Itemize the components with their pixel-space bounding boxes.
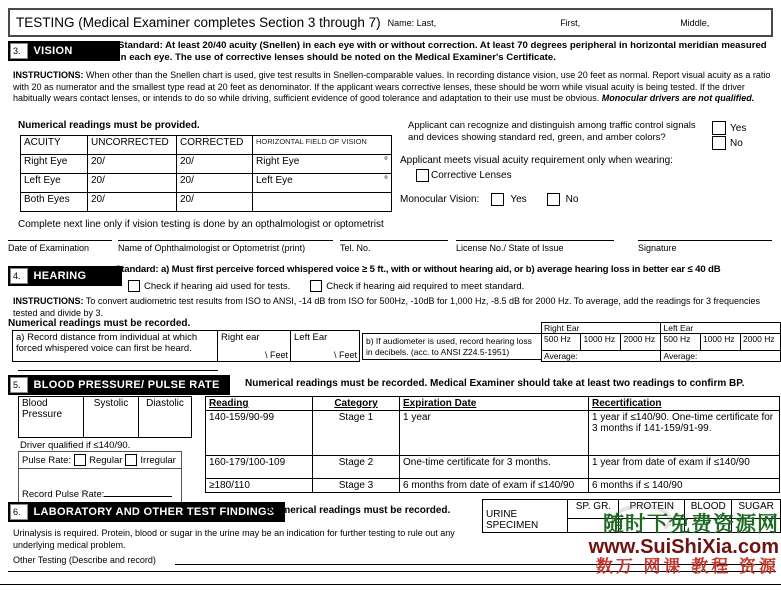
table-row (21, 174, 392, 193)
hearing-numerical-note: Numerical readings must be recorded. (8, 318, 191, 329)
degree-symbol: ° (384, 175, 388, 186)
left-eye-corrected-cell[interactable]: 20/ (177, 174, 253, 193)
stage1-expiration: 1 year (400, 411, 589, 456)
right-ear-label: Right ear (221, 332, 260, 343)
right-500hz-cell[interactable]: 500 Hz (542, 334, 581, 351)
license-no-field[interactable] (456, 240, 614, 253)
bp-numerical-note: Numerical readings must be recorded. Medical Examiner should take at least two readings to confirm BP. (245, 378, 745, 389)
stage3-category: Stage 3 (313, 479, 400, 493)
corrective-lenses-row (416, 169, 512, 182)
sp-gr-header: SP. GR. (568, 500, 619, 519)
stage3-expiration: 6 months from date of exam if ≤140/90 (400, 479, 589, 493)
section-lab-title: LABORATORY AND OTHER TEST FINDINGS (33, 506, 275, 518)
vision-instructions (13, 70, 771, 105)
hearing-aid-used-checkbox[interactable] (128, 280, 140, 292)
both-eyes-uncorrected-cell[interactable]: 20/ (88, 193, 177, 212)
vision-standard-text: Standard: At least 20/40 acuity (Snellen) in each eye with or without correction. At least 70 degrees peripheral in horizontal meridian measured in each eye. The use of corrective lenses should be noted on the Medical Examiner's Certificate. (118, 40, 767, 63)
whisper-fill-line[interactable] (18, 370, 218, 371)
field-of-vision-header: HORIZONTAL FIELD OF VISION (253, 136, 392, 155)
traffic-yes-label: Yes (730, 122, 747, 134)
name-first-label: First, (560, 17, 581, 28)
signature-field[interactable] (638, 240, 772, 253)
vision-instructions-label: INSTRUCTIONS: (13, 70, 84, 80)
hearing-instructions (13, 296, 770, 319)
lab-numerical-note: Numerical readings must be recorded. (268, 505, 451, 516)
form-title-bar (8, 8, 773, 37)
corrective-lenses-label: Corrective Lenses (431, 170, 512, 181)
date-of-examination-label: Date of Examination (8, 243, 90, 253)
pulse-irregular-label: Irregular (140, 454, 176, 466)
section-6-number: 6. (10, 504, 28, 520)
traffic-signal-question: Applicant can recognize and distinguish among traffic control signals and devices showing standard red, green, and amber colors? (408, 120, 696, 144)
recertification-header: Recertification (589, 397, 780, 411)
table-row (206, 397, 780, 411)
right-1000hz-cell[interactable]: 1000 Hz (581, 334, 621, 351)
acuity-requirement-text: Applicant meets visual acuity requirement only when wearing: (400, 155, 673, 166)
name-middle-label: Middle, (680, 17, 710, 28)
uncorrected-header: UNCORRECTED (88, 136, 177, 155)
table-row (21, 193, 392, 212)
urine-specimen-label: URINE SPECIMEN (483, 500, 568, 533)
table-row (206, 456, 780, 479)
left-eye-label: Left Eye (21, 174, 88, 193)
blood-header: BLOOD (685, 500, 732, 519)
stage2-reading: 160-179/100-109 (206, 456, 313, 479)
watermark-line3: 数万 网课 教程 资源 (595, 557, 779, 577)
right-eye-label: Right Eye (21, 155, 88, 174)
table-row (542, 334, 781, 351)
section-5-number: 5. (10, 377, 28, 393)
pulse-regular-checkbox[interactable] (74, 454, 86, 466)
tel-no-field[interactable] (340, 240, 448, 253)
right-eye-corrected-cell[interactable]: 20/ (177, 155, 253, 174)
pulse-rate-box (18, 451, 182, 504)
corrective-lenses-checkbox[interactable] (416, 169, 429, 182)
left-500hz-cell[interactable]: 500 Hz (661, 334, 700, 351)
stage1-reading: 140-159/90-99 (206, 411, 313, 456)
tel-no-label: Tel. No. (340, 243, 371, 253)
bp-stage-table (205, 396, 780, 493)
both-eyes-field-cell[interactable] (253, 193, 392, 212)
category-header: Category (313, 397, 400, 411)
corrected-header: CORRECTED (177, 136, 253, 155)
bp-label-cell: Blood Pressure (19, 397, 84, 438)
hearing-aid-used-label: Check if hearing aid used for tests. (144, 280, 291, 292)
systolic-cell[interactable]: Systolic (84, 397, 139, 438)
page-bottom-line (0, 584, 781, 585)
section-vision-title: VISION (33, 45, 73, 57)
section-bp-title: BLOOD PRESSURE/ PULSE RATE (33, 379, 220, 391)
vision-acuity-table (20, 135, 392, 212)
record-pulse-line[interactable] (104, 487, 172, 497)
table-row (542, 323, 781, 334)
stage2-recertification: 1 year from date of exam if ≤140/90 (589, 456, 780, 479)
watermark-line2: www.SuiShiXia.com (588, 535, 779, 558)
diastolic-cell[interactable]: Diastolic (139, 397, 192, 438)
whisper-voice-label: a) Record distance from individual at which forced whispered voice can first be heard. (13, 331, 218, 362)
left-1000hz-cell[interactable]: 1000 Hz (700, 334, 740, 351)
hearing-instructions-label: INSTRUCTIONS: (13, 296, 84, 306)
date-of-examination-field[interactable] (8, 240, 112, 253)
left-2000hz-cell[interactable]: 2000 Hz (740, 334, 780, 351)
audiometer-table (541, 322, 781, 362)
stage1-recertification: 1 year if ≤140/90. One-time certificate for 3 months if 141-159/91-99. (589, 411, 780, 456)
right-ear-feet-label: \ Feet (264, 350, 288, 360)
section-hearing-title: HEARING (33, 270, 87, 282)
name-last-label: Name: Last, (387, 17, 437, 28)
monocular-no-checkbox[interactable] (547, 193, 560, 206)
vision-complete-note: Complete next line only if vision testing is done by an opthalmologist or optometrist (18, 219, 384, 230)
stage1-category: Stage 1 (313, 411, 400, 456)
left-ear-label: Left Ear (294, 332, 328, 343)
hearing-standard-text: Standard: a) Must first perceive forced whispered voice ≥ 5 ft., with or without hearing aid, or b) average hearing loss in better ear ≤ 40 dB (115, 264, 721, 275)
hearing-instructions-text: To convert audiometric test results from ISO to ANSI, -14 dB from ISO for 500Hz, -10dB for 1,000 Hz, -8.5 dB for 2000 Hz. To average, add the readings for 3 frequencies tested and divide by 3. (13, 296, 761, 318)
section-3-number: 3. (10, 43, 28, 59)
protein-header: PROTEIN (619, 500, 685, 519)
right-eye-field-cell[interactable] (253, 155, 392, 174)
left-eye-uncorrected-cell[interactable]: 20/ (88, 174, 177, 193)
left-ear-feet-label: \ Feet (333, 350, 357, 360)
urinalysis-text: Urinalysis is required. Protein, blood or sugar in the urine may be an indication for further testing to rule out any underlying medical problem. (13, 528, 455, 550)
table-row (206, 479, 780, 493)
audio-right-ear-header: Right Ear (542, 323, 661, 334)
whisper-voice-table (12, 330, 360, 362)
section-hearing-bar (8, 266, 122, 286)
pulse-regular-label: Regular (89, 454, 123, 466)
table-row (542, 351, 781, 362)
watermark (589, 514, 779, 577)
table-row (206, 411, 780, 456)
section-vision-bar (8, 41, 120, 61)
hearing-aid-required-label: Check if hearing aid required to meet standard. (326, 280, 525, 292)
degree-symbol: ° (384, 156, 388, 167)
monocular-no-label: No (565, 194, 579, 205)
right-ear-feet-cell[interactable] (218, 331, 291, 362)
bp-readings-table (18, 396, 192, 438)
traffic-no-label: No (730, 137, 743, 149)
right-ear-average-cell[interactable]: Average: (542, 351, 661, 362)
ophthalmologist-name-label: Name of Ophthalmologist or Optometrist (print) (118, 243, 306, 253)
stage2-expiration: One-time certificate for 3 months. (400, 456, 589, 479)
hearing-aid-checkboxes-row (128, 280, 524, 292)
audiometer-note: b) If audiometer is used, record hearing loss in decibels. (acc. to ANSI Z24.5-1951) (362, 333, 542, 360)
reading-header: Reading (206, 397, 313, 411)
monocular-yes-checkbox[interactable] (491, 193, 504, 206)
both-eyes-corrected-cell[interactable]: 20/ (177, 193, 253, 212)
form-title: TESTING (Medical Examiner completes Section 3 through 7) (16, 15, 381, 30)
license-no-label: License No./ State of Issue (456, 243, 564, 253)
signature-label: Signature (638, 243, 677, 253)
expiration-header: Expiration Date (400, 397, 589, 411)
record-pulse-label: Record Pulse Rate: (22, 489, 105, 500)
ophthalmologist-name-field[interactable] (118, 240, 333, 253)
watermark-line1: 随时下免费资源网 (603, 513, 779, 536)
stage3-recertification: 6 months if ≤ 140/90 (589, 479, 780, 493)
right-2000hz-cell[interactable]: 2000 Hz (621, 334, 661, 351)
vision-numerical-note: Numerical readings must be provided. (18, 120, 200, 131)
record-pulse-row (22, 487, 172, 500)
hearing-aid-required-checkbox[interactable] (310, 280, 322, 292)
sugar-header: SUGAR (732, 500, 781, 519)
traffic-yes-checkbox[interactable] (712, 121, 726, 135)
driver-qualified-note: Driver qualified if ≤140/90. (20, 440, 131, 451)
monocular-vision-row (400, 193, 578, 206)
pulse-rate-row (19, 452, 181, 469)
audio-left-ear-header: Left Ear (661, 323, 781, 334)
both-eyes-label: Both Eyes (21, 193, 88, 212)
right-eye-uncorrected-cell[interactable]: 20/ (88, 155, 177, 174)
field-label: Right Eye (256, 156, 300, 167)
monocular-vision-label: Monocular Vision: (400, 194, 480, 205)
vision-instructions-text: When other than the Snellen chart is used, give test results in Snellen-comparable values. In recording distance vision, use 20 feet as normal. Report visual acuity as a ratio with 20 as numerator and the smallest type read at 20 feet as denominator. If the applicant wears corrective lenses, these should be worn while visual acuity is being tested. If the driver habitually wears contact lenses, or intends to do so while driving, sufficient evidence of good tolerance and adaptation to their use must be obvious. (13, 70, 771, 104)
section-lab-bar (8, 502, 285, 522)
monocular-yes-label: Yes (510, 194, 527, 205)
vision-instructions-emphasis: Monocular drivers are not qualified. (601, 93, 755, 104)
stage3-reading: ≥180/110 (206, 479, 313, 493)
acuity-header: ACUITY (21, 136, 88, 155)
table-row (21, 136, 392, 155)
table-row (13, 331, 360, 362)
other-testing-label: Other Testing (Describe and record) (13, 555, 156, 565)
pulse-irregular-checkbox[interactable] (125, 454, 137, 466)
section-4-number: 4. (10, 268, 28, 284)
pulse-rate-label: Pulse Rate: (22, 454, 72, 466)
left-ear-feet-cell[interactable] (291, 331, 360, 362)
table-row (19, 397, 192, 438)
traffic-no-checkbox[interactable] (712, 136, 726, 150)
left-ear-average-cell[interactable]: Average: (661, 351, 781, 362)
section-bp-bar (8, 375, 230, 395)
stage2-category: Stage 2 (313, 456, 400, 479)
field-label: Left Eye (256, 175, 293, 186)
table-row (21, 155, 392, 174)
traffic-yes-no-group (712, 121, 746, 150)
left-eye-field-cell[interactable] (253, 174, 392, 193)
